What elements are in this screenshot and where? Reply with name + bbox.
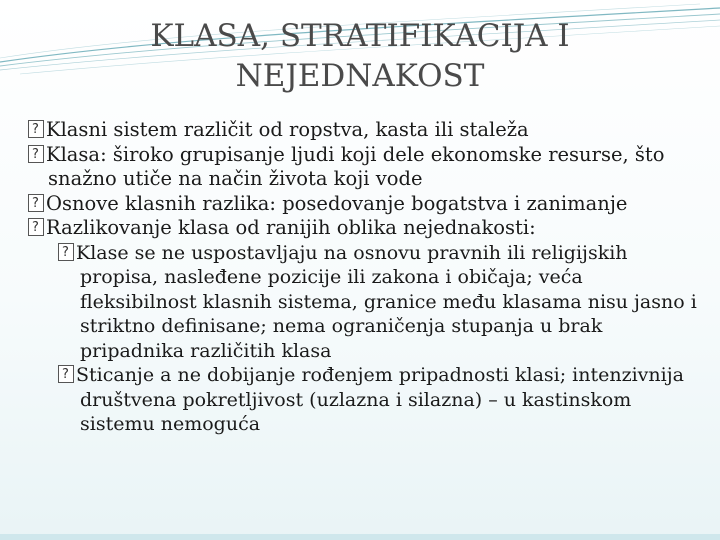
sub-bullet-item <box>58 363 698 437</box>
slide-title <box>0 16 720 96</box>
bullet-text: Osnove klasnih razlika: posedovanje bogatstva i zanimanje <box>46 191 628 215</box>
slide-title-line-2: NEJEDNAKOST <box>235 58 485 94</box>
bullet-item <box>28 216 698 241</box>
bullet-item <box>28 192 698 217</box>
missing-glyph-box-icon <box>28 194 44 212</box>
sub-bullet-item <box>58 241 698 364</box>
missing-glyph-box-icon <box>58 365 74 383</box>
sub-bullet-text: Klase se ne uspostavljaju na osnovu pravnih ili religijskih propisa, nasleđene pozicije ili zakona i običaja; veća fleksibilnost klasnih sistema, granice među klasama nisu jasno i striktno definisane; nema ograničenja stupanja u brak pripadnika različitih klasa <box>76 241 697 362</box>
slide-title-line-1: KLASA, STRATIFIKACIJA I <box>150 18 570 54</box>
bullet-list <box>28 118 698 437</box>
bullet-item <box>28 143 698 192</box>
missing-glyph-box-icon <box>58 243 74 261</box>
missing-glyph-box-icon <box>28 120 44 138</box>
bullet-text: Klasni sistem različit od ropstva, kasta ili staleža <box>46 118 529 141</box>
bullet-text: Razlikovanje klasa od ranijih oblika nejednakosti: <box>46 216 536 239</box>
missing-glyph-box-icon <box>28 218 44 236</box>
sub-bullet-text: Sticanje a ne dobijanje rođenjem pripadnosti klasi; intenzivnija društvena pokretljivost (uzlazna i silazna) – u kastinskom sistemu nemoguća <box>76 364 684 435</box>
missing-glyph-box-icon <box>28 145 44 163</box>
bullet-text: Klasa: široko grupisanje ljudi koji dele ekonomske resurse, što snažno utiče na način života koji vode <box>46 142 665 190</box>
footer-band <box>0 534 720 540</box>
bullet-item <box>28 118 698 143</box>
